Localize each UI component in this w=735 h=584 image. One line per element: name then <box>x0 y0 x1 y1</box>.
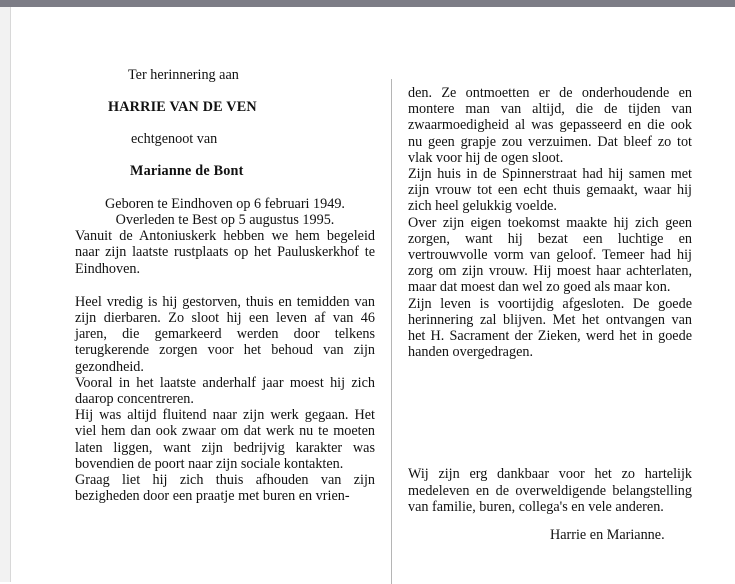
top-bar <box>0 0 735 7</box>
paragraph-3: Hij was altijd fluitend naar zijn werk gegaan. Het viel hem dan ook zwaar om dat werk nu te moeten laten liggen, want zijn bedrijvig karakter was bovendien de poort naar zijn sociale kontakten. <box>75 407 375 472</box>
spouse-name: Marianne de Bont <box>130 162 244 179</box>
left-edge <box>0 7 11 582</box>
thanks-paragraph: Wij zijn erg dankbaar voor het zo hartelijk medeleven en de overweldigende belangstelling van familie, buren, collega's en vele anderen. <box>408 466 692 515</box>
relation-text: echtgenoot van <box>131 131 218 148</box>
deceased-name: HARRIE VAN DE VEN <box>108 99 257 116</box>
paragraph-2: Vooral in het laatste anderhalf jaar moest hij zich daarop concentreren. <box>75 374 375 408</box>
right-page <box>408 85 692 543</box>
left-page <box>75 67 375 505</box>
memorial-card <box>11 7 735 582</box>
paragraph-4: Graag liet hij zich thuis afhouden van zijn bezigheden door een praatje met buren en vrien- <box>75 472 375 505</box>
right-paragraph-1: den. Ze ontmoetten er de onderhoudende en montere man van altijd, die de tijden van zwaarmoedigheid al was gepasseerd en die ook nu geen grapje zou verzuimen. Dat bleef zo tot vlak voor hij de ogen sloot. <box>408 85 692 166</box>
right-paragraph-2: Zijn huis in de Spinnerstraat had hij samen met zijn vrouw tot een echt thuis gemaakt, waar hij zich heel gelukkig voelde. <box>408 166 692 215</box>
signature: Harrie en Marianne. <box>550 527 665 544</box>
right-paragraph-3: Over zijn eigen toekomst maakte hij zich geen zorgen, want hij bezat een luchtige en vertrouwvolle vorm van geloof. Temeer had hij zorg om zijn vrouw. Hij moest haar achterlaten, maar dat moest dan wel zo goed als maar kon. <box>408 214 692 296</box>
right-paragraph-4: Zijn leven is voortijdig afgesloten. De goede herinnering zal blijven. Met het ontvangen van het H. Sacrament der Zieken, werd het in goede handen overgedragen. <box>408 295 692 361</box>
paragraph-1: Heel vredig is hij gestorven, thuis en temidden van zijn dierbaren. Zo sloot hij een leven af van 46 jaren, die gemarkeerd werden door telkens terugkerende zorgen voor het behoud van zijn gezondheid. <box>75 293 375 375</box>
death-line: Overleden te Best op 5 augustus 1995. <box>115 212 335 229</box>
birth-line: Geboren te Eindhoven op 6 februari 1949. <box>105 195 345 212</box>
intro-text: Ter herinnering aan <box>128 67 239 83</box>
center-fold-line <box>391 79 392 584</box>
burial-paragraph: Vanuit de Antoniuskerk hebben we hem begeleid naar zijn laatste rustplaats op het Pauluskerkhof te Eindhoven. <box>75 228 375 277</box>
